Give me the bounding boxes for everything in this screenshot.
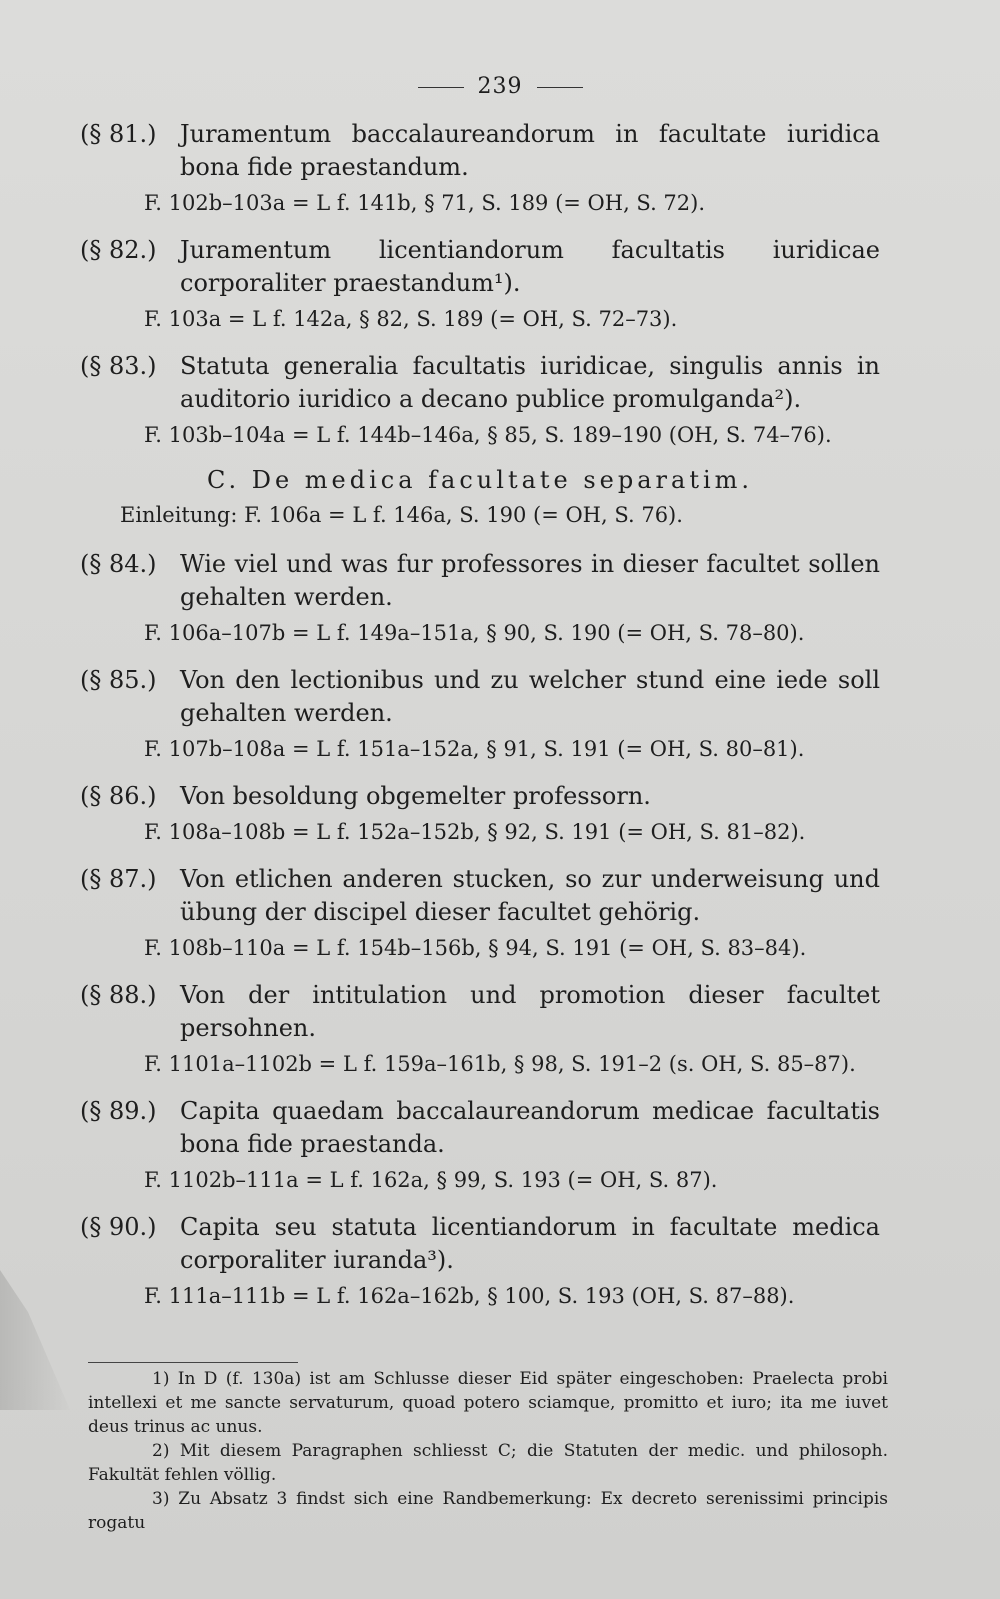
footnote-2: 2) Mit diesem Paragraphen schliesst C; die Statuten der medic. und philosoph. Fakultät fehlen völlig. (88, 1441, 888, 1485)
rule-left (418, 87, 464, 88)
main-text (80, 118, 880, 1327)
entry-title: Statuta generalia facultatis iuridicae, singulis annis in auditorio iuridico a decano publice promulganda²). (180, 352, 880, 413)
entry-reference: F. 111a–111b = L f. 162a–162b, § 100, S. 193 (OH, S. 87–88). (144, 1284, 795, 1308)
entry-title: Capita quaedam baccalaureandorum medicae facultatis bona fide praestanda. (180, 1097, 880, 1158)
paragraph-number: (§ 84.) (80, 550, 157, 578)
paragraph-number: (§ 90.) (80, 1213, 157, 1241)
rule-right (537, 87, 583, 88)
paragraph-number: (§ 81.) (80, 120, 157, 148)
page-shadow (0, 1270, 70, 1410)
entry-reference: F. 103b–104a = L f. 144b–146a, § 85, S. 189–190 (OH, S. 74–76). (144, 423, 832, 447)
entry-reference: F. 102b–103a = L f. 141b, § 71, S. 189 (= OH, S. 72). (144, 191, 706, 215)
entry-title: Juramentum baccalaureandorum in facultate iuridica bona fide praestandum. (180, 120, 880, 181)
footnote-3: 3) Zu Absatz 3 findst sich eine Randbemerkung: Ex decreto serenissimi principis rogatu (88, 1489, 888, 1533)
entry-88 (80, 979, 880, 1079)
entry-title: Von besoldung obgemelter professorn. (180, 782, 651, 810)
entry-title: Juramentum licentiandorum facultatis iuridicae corporaliter praestandum¹). (180, 236, 880, 297)
entry-reference: F. 1102b–111a = L f. 162a, § 99, S. 193 (= OH, S. 87). (144, 1168, 718, 1192)
entry-90 (80, 1211, 880, 1311)
entry-title: Von den lectionibus und zu welcher stund eine iede soll gehalten werden. (180, 666, 880, 727)
entry-reference: F. 108b–110a = L f. 154b–156b, § 94, S. 191 (= OH, S. 83–84). (144, 936, 807, 960)
paragraph-number: (§ 87.) (80, 865, 157, 893)
entry-82 (80, 234, 880, 334)
entry-title: Von etlichen anderen stucken, so zur underweisung und übung der discipel dieser facultet gehörig. (180, 865, 880, 926)
entry-title: Von der intitulation und promotion dieser facultet persohnen. (180, 981, 880, 1042)
entry-87 (80, 863, 880, 963)
section-heading: C. De medica facultate separatim. (206, 466, 754, 494)
paragraph-number: (§ 86.) (80, 782, 157, 810)
entry-89 (80, 1095, 880, 1195)
entry-81 (80, 118, 880, 218)
paragraph-number: (§ 83.) (80, 352, 157, 380)
footnote-1: 1) In D (f. 130a) ist am Schlusse dieser Eid später eingeschoben: Praelecta probi intellexi et me sancte servaturum, quoad potero sciamque, promitto et iuro; ita me iuvet deus trinus ac unus. (88, 1369, 888, 1437)
entry-85 (80, 664, 880, 764)
entry-86 (80, 780, 880, 847)
section-intro: Einleitung: F. 106a = L f. 146a, S. 190 (= OH, S. 76). (120, 503, 683, 527)
footnote-rule (88, 1362, 298, 1363)
entry-reference: F. 103a = L f. 142a, § 82, S. 189 (= OH, S. 72–73). (144, 307, 678, 331)
entry-reference: F. 107b–108a = L f. 151a–152a, § 91, S. 191 (= OH, S. 80–81). (144, 737, 805, 761)
paragraph-number: (§ 85.) (80, 666, 157, 694)
entry-reference: F. 1101a–1102b = L f. 159a–161b, § 98, S. 191–2 (s. OH, S. 85–87). (144, 1052, 856, 1076)
paragraph-number: (§ 82.) (80, 236, 157, 264)
entry-title: Wie viel und was fur professores in dieser facultet sollen gehalten werden. (180, 550, 880, 611)
entry-reference: F. 106a–107b = L f. 149a–151a, § 90, S. 190 (= OH, S. 78–80). (144, 621, 805, 645)
entry-title: Capita seu statuta licentiandorum in facultate medica corporaliter iuranda³). (180, 1213, 880, 1274)
entry-83 (80, 350, 880, 450)
entry-reference: F. 108a–108b = L f. 152a–152b, § 92, S. 191 (= OH, S. 81–82). (144, 820, 806, 844)
entry-84 (80, 548, 880, 648)
footnotes (88, 1362, 888, 1535)
page-number: 239 (0, 74, 1000, 99)
paragraph-number: (§ 88.) (80, 981, 157, 1009)
paragraph-number: (§ 89.) (80, 1097, 157, 1125)
